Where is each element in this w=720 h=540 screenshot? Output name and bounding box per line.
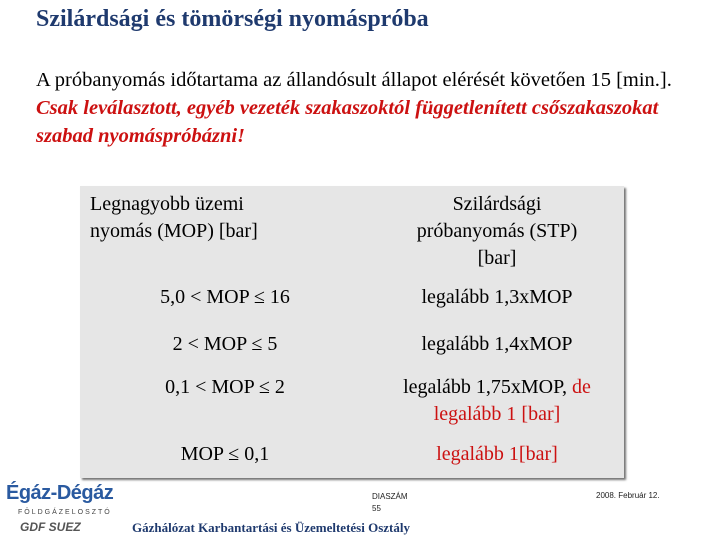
mop-range-cell: MOP ≤ 0,1: [180, 443, 270, 465]
slide-date: 2008. Február 12.: [596, 491, 660, 500]
pressure-table: [80, 186, 624, 478]
header-stp: [380, 191, 614, 272]
logo-text: Égáz-Dégáz: [6, 482, 114, 504]
logo-subtext: FÖLDGÁZELOSZTÓ: [18, 509, 112, 516]
slide-title: Szilárdsági és tömörségi nyomáspróba: [36, 6, 429, 32]
slide-number: 55: [372, 504, 381, 513]
header-stp-line: Szilárdsági: [452, 193, 542, 215]
stp-value-cell: [380, 331, 614, 358]
company-logo: [4, 480, 114, 536]
header-stp-line: próbanyomás (STP): [416, 220, 578, 242]
header-mop-line: Legnagyobb üzemi: [90, 193, 244, 215]
mop-range-cell: 0,1 < MOP ≤ 2: [165, 376, 285, 398]
stp-value-cell: [380, 441, 614, 468]
stp-value-line2: legalább 1 [bar]: [433, 403, 561, 425]
mop-range-cell: 5,0 < MOP ≤ 16: [160, 286, 290, 308]
intro-emphasis-text: Csak leválasztott, egyéb vezeték szakaszoktól függetlenített csőszakaszokat szabad nyomáspróbázni!: [36, 97, 659, 147]
header-mop: [90, 191, 258, 245]
mop-range-cell: 2 < MOP ≤ 5: [172, 333, 278, 355]
stp-value-cell: [380, 284, 614, 311]
stp-value: legalább 1,75xMOP,: [403, 376, 572, 398]
slide-number-label: DIASZÁM: [372, 492, 408, 501]
stp-value: legalább 1,3xMOP: [421, 286, 573, 308]
stp-value-cell: [380, 374, 614, 428]
stp-value: legalább 1,4xMOP: [421, 333, 573, 355]
organization-name: Gázhálózat Karbantartási és Üzemeltetési Osztály: [132, 520, 410, 535]
intro-paragraph: [36, 66, 676, 150]
intro-text: A próbanyomás időtartama az állandósult állapot elérését követően 15 [min.].: [36, 69, 672, 91]
header-stp-line: [bar]: [477, 247, 517, 269]
stp-value-red: de: [572, 376, 591, 398]
stp-value-red: legalább 1[bar]: [436, 443, 558, 465]
partner-logo-text: GDF SUEZ: [20, 520, 81, 534]
header-mop-line: nyomás (MOP) [bar]: [90, 220, 258, 242]
